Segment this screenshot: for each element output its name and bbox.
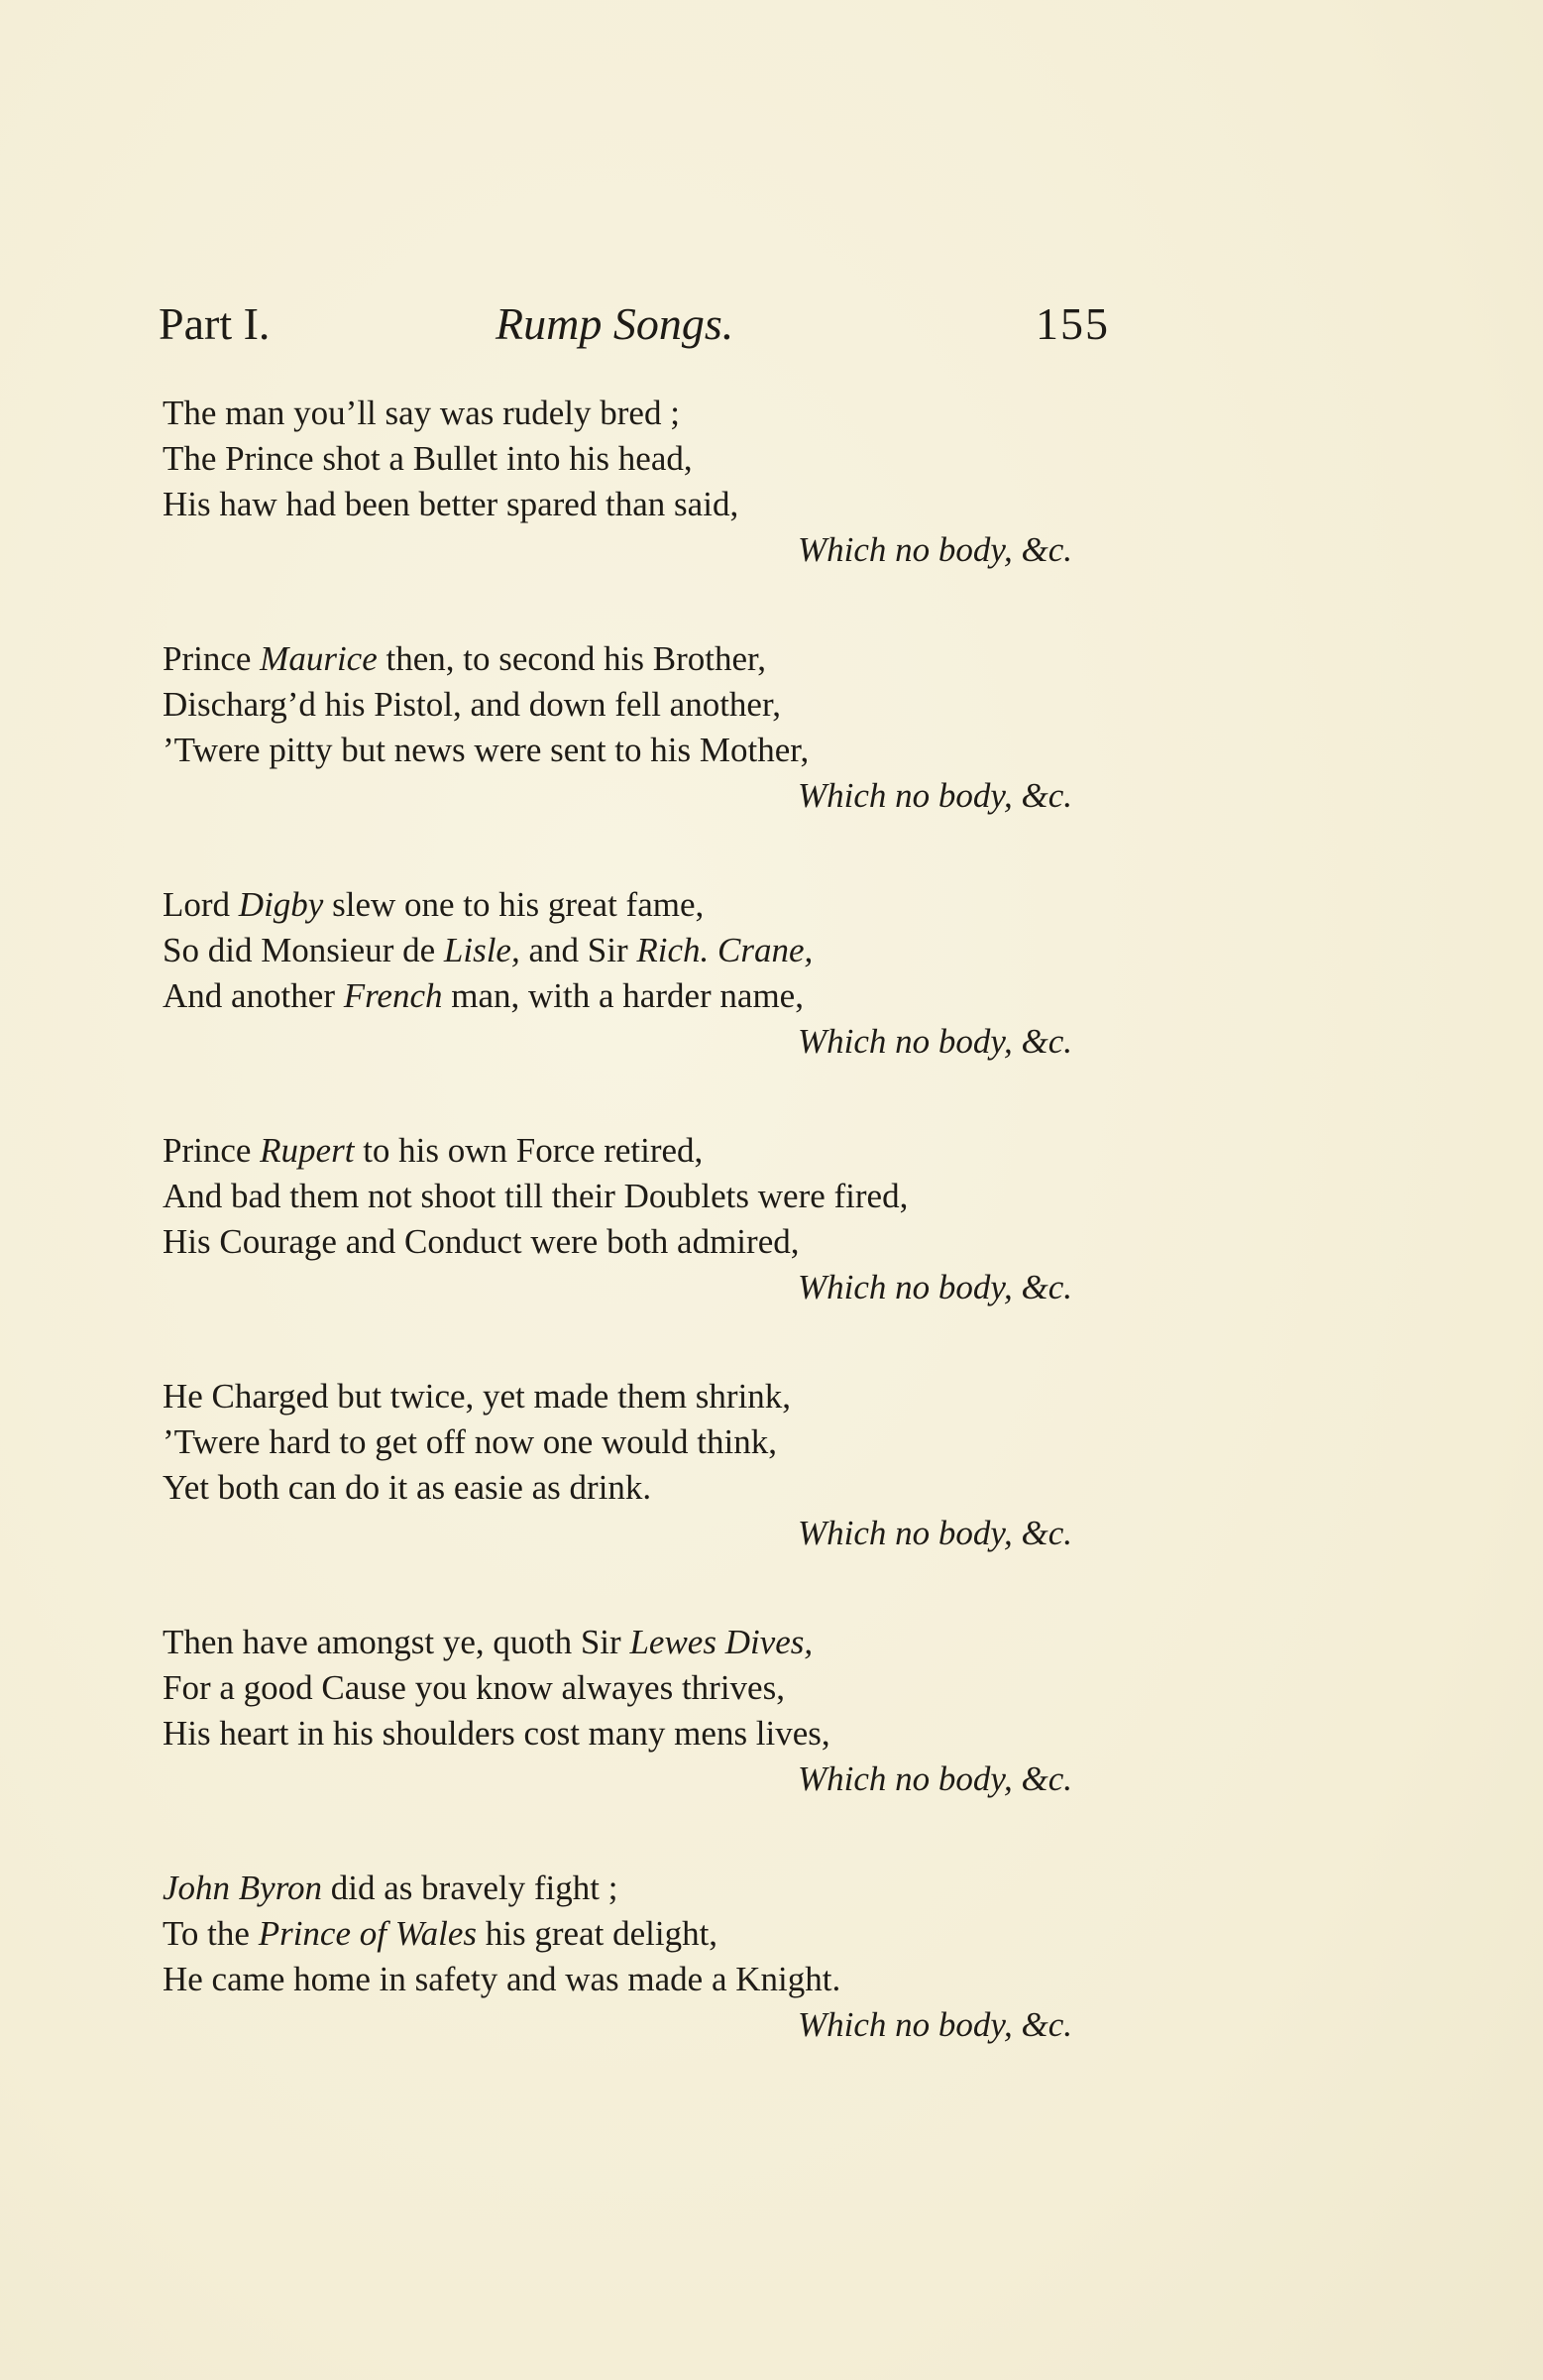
running-title: Rump Songs.	[496, 298, 734, 349]
line-text: Prince	[163, 639, 261, 678]
verse-line	[163, 1374, 1084, 1419]
refrain-line: Which no body, &c.	[797, 1268, 1072, 1306]
italic-name: Prince of Wales	[258, 1914, 478, 1953]
verse-line	[163, 1174, 1084, 1219]
italic-name: Rich. Crane,	[636, 931, 814, 969]
verse-line	[163, 1419, 1084, 1465]
line-text: The Prince shot a Bullet into his head,	[163, 439, 693, 478]
line-text: Yet both can do it as easie as drink.	[163, 1468, 652, 1507]
stanza	[163, 391, 1084, 573]
line-text: And bad them not shoot till their Doublets were fired,	[163, 1177, 909, 1215]
line-text: man, with a harder name,	[442, 976, 804, 1015]
line-text: did as bravely fight ;	[322, 1869, 618, 1907]
running-header	[159, 297, 1110, 367]
stanza	[163, 636, 1084, 819]
verse-line	[163, 973, 1084, 1019]
poem-body	[163, 391, 1084, 2111]
line-text: His Courage and Conduct were both admired,	[163, 1222, 800, 1261]
stanza	[163, 1128, 1084, 1310]
verse-line	[163, 882, 1084, 928]
line-text: For a good Cause you know alwayes thrives,	[163, 1668, 785, 1707]
refrain-line: Which no body, &c.	[797, 1514, 1072, 1552]
line-text: So did Monsieur de	[163, 931, 444, 969]
line-text: The man you’ll say was rudely bred ;	[163, 394, 680, 432]
refrain-line: Which no body, &c.	[797, 530, 1072, 569]
line-text: his great delight,	[477, 1914, 718, 1953]
line-text: ’Twere hard to get off now one would think,	[163, 1422, 777, 1461]
refrain-line: Which no body, &c.	[797, 776, 1072, 815]
line-text: His heart in his shoulders cost many mens lives,	[163, 1714, 830, 1753]
line-text: His haw had been better spared than said,	[163, 485, 739, 523]
stanza	[163, 1866, 1084, 2048]
refrain-line: Which no body, &c.	[797, 2005, 1072, 2044]
verse-line	[163, 928, 1084, 973]
line-text: He came home in safety and was made a Knight.	[163, 1960, 841, 1998]
line-text: Lord	[163, 885, 239, 924]
line-text: Then have amongst ye, quoth Sir	[163, 1623, 630, 1661]
verse-line	[163, 436, 1084, 482]
line-text: Discharg’d his Pistol, and down fell another,	[163, 685, 781, 724]
verse-line	[163, 1620, 1084, 1665]
verse-line	[163, 1465, 1084, 1511]
line-text: And another	[163, 976, 344, 1015]
verse-line	[163, 682, 1084, 728]
line-text: to his own Force retired,	[354, 1131, 704, 1170]
verse-line	[163, 1711, 1084, 1757]
italic-name: Lewes Dives,	[629, 1623, 814, 1661]
stanza	[163, 1374, 1084, 1556]
verse-line	[163, 1219, 1084, 1265]
stanza	[163, 882, 1084, 1065]
verse-line	[163, 728, 1084, 773]
line-text: He Charged but twice, yet made them shrink,	[163, 1377, 792, 1416]
italic-name: Digby	[238, 885, 324, 924]
line-text: ’Twere pitty but news were sent to his Mother,	[163, 731, 810, 769]
italic-name: Rupert	[260, 1131, 355, 1170]
verse-line	[163, 1911, 1084, 1957]
line-text: Prince	[163, 1131, 261, 1170]
verse-line	[163, 391, 1084, 436]
refrain-line: Which no body, &c.	[797, 1759, 1072, 1798]
italic-name: Lisle,	[443, 931, 520, 969]
part-label: Part I.	[159, 298, 271, 349]
line-text: then, to second his Brother,	[377, 639, 767, 678]
italic-name: Maurice	[260, 639, 378, 678]
line-text: To the	[163, 1914, 259, 1953]
refrain-line: Which no body, &c.	[797, 1022, 1072, 1061]
italic-name: French	[343, 976, 443, 1015]
stanza	[163, 1620, 1084, 1802]
line-text: and Sir	[519, 931, 637, 969]
page-number: 155	[1036, 298, 1110, 349]
verse-line	[163, 1128, 1084, 1174]
verse-line	[163, 1866, 1084, 1911]
italic-name: John Byron	[163, 1869, 323, 1907]
line-text: slew one to his great fame,	[323, 885, 705, 924]
verse-line	[163, 636, 1084, 682]
verse-line	[163, 1957, 1084, 2002]
verse-line	[163, 1665, 1084, 1711]
verse-line	[163, 482, 1084, 527]
